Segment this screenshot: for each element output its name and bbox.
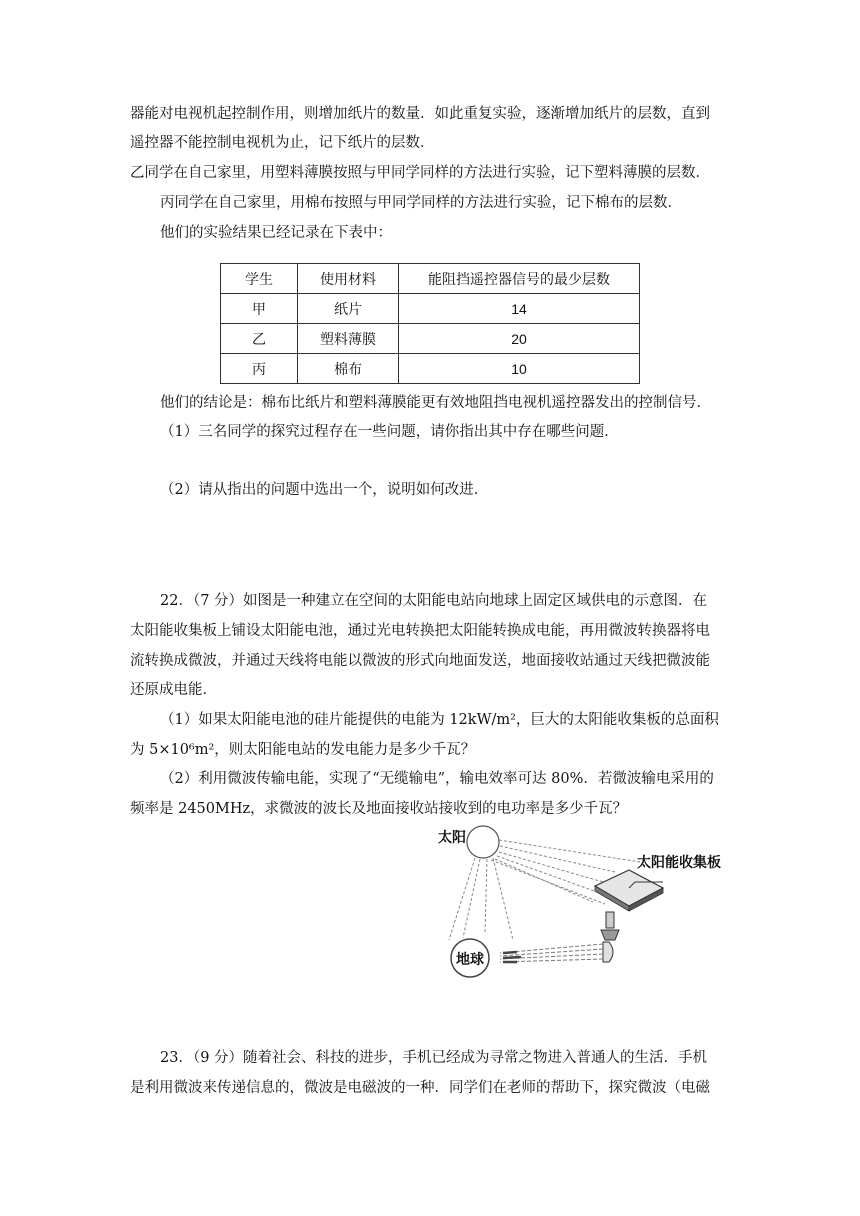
cell-layers: 10 — [399, 354, 640, 384]
collector-panel-icon — [595, 870, 663, 911]
cell-layers: 20 — [399, 324, 640, 354]
table-header-row — [221, 264, 640, 294]
q23-text-line-2: 是利用微波来传递信息的，微波是电磁波的一种．同学们在老师的帮助下，探究微波（电磁 — [130, 1080, 710, 1096]
q22-text-line-1: 22．（7 分）如图是一种建立在空间的太阳能电站向地球上固定区域供电的示意图．在 — [160, 593, 708, 609]
earth-label: 地球 — [456, 952, 484, 968]
panel-label: 太阳能收集板 — [637, 855, 721, 871]
q22-subquestion-2-line-2: 频率是 2450MHz，求微波的波长及地面接收站接收到的电功率是多少千瓦？ — [130, 801, 628, 817]
header-material: 使用材料 — [298, 264, 399, 294]
q21-text-line-1: 器能对电视机起控制作用，则增加纸片的数量．如此重复实验，逐渐增加纸片的层数，直到 — [130, 106, 710, 122]
q22-subquestion-1-line-1: （1）如果太阳能电池的硅片能提供的电能为 12kW/m²，巨大的太阳能收集板的总面积 — [160, 712, 719, 728]
solar-station-diagram — [425, 822, 735, 982]
q21-subquestion-1: （1）三名同学的探究过程存在一些问题，请你指出其中存在哪些问题． — [160, 424, 619, 440]
q22-subquestion-2-line-1: （2）利用微波传输电能，实现了“无缆输电”，输电效率可达 80%．若微波输电采用的 — [160, 771, 714, 787]
microwave-transmitter-icon — [601, 912, 619, 962]
table-row — [221, 294, 640, 324]
cell-student: 甲 — [221, 294, 298, 324]
q21-text-line-5: 他们的实验结果已经记录在下表中： — [160, 225, 392, 241]
q21-text-line-4: 丙同学在自己家里，用棉布按照与甲同学同样的方法进行实验，记下棉布的层数． — [160, 195, 682, 211]
q21-subquestion-2: （2）请从指出的问题中选出一个，说明如何改进． — [160, 482, 489, 498]
sun-label: 太阳 — [438, 830, 466, 846]
cell-material: 棉布 — [298, 354, 399, 384]
q21-conclusion: 他们的结论是：棉布比纸片和塑料薄膜能更有效地阻挡电视机遥控器发出的控制信号． — [160, 395, 711, 411]
q22-text-line-3: 流转换成微波，并通过天线将电能以微波的形式向地面发送，地面接收站通过天线把微波能 — [130, 653, 710, 669]
header-layers: 能阻挡遥控器信号的最少层数 — [399, 264, 640, 294]
table-row — [221, 354, 640, 384]
q22-subquestion-1-line-2: 为 5×10⁶m²，则太阳能电站的发电能力是多少千瓦？ — [130, 742, 476, 758]
sun-icon — [467, 826, 499, 858]
cell-student: 丙 — [221, 354, 298, 384]
received-beam-segments — [503, 952, 521, 962]
header-student: 学生 — [221, 264, 298, 294]
cell-material: 塑料薄膜 — [298, 324, 399, 354]
q22-text-line-2: 太阳能收集板上铺设太阳能电池，通过光电转换把太阳能转换成电能，再用微波转换器将电 — [130, 623, 710, 639]
table-row — [221, 324, 640, 354]
results-table — [220, 263, 640, 384]
q21-text-line-2: 遥控器不能控制电视机为止，记下纸片的层数． — [130, 135, 435, 151]
q21-text-line-3: 乙同学在自己家里，用塑料薄膜按照与甲同学同样的方法进行实验，记下塑料薄膜的层数． — [130, 165, 710, 181]
sun-to-earth-rays — [449, 858, 513, 940]
q23-text-line-1: 23．（9 分）随着社会、科技的进步，手机已经成为寻常之物进入普通人的生活．手机 — [160, 1050, 708, 1066]
cell-layers: 14 — [399, 294, 640, 324]
cell-student: 乙 — [221, 324, 298, 354]
q22-text-line-4: 还原成电能． — [130, 682, 217, 698]
cell-material: 纸片 — [298, 294, 399, 324]
